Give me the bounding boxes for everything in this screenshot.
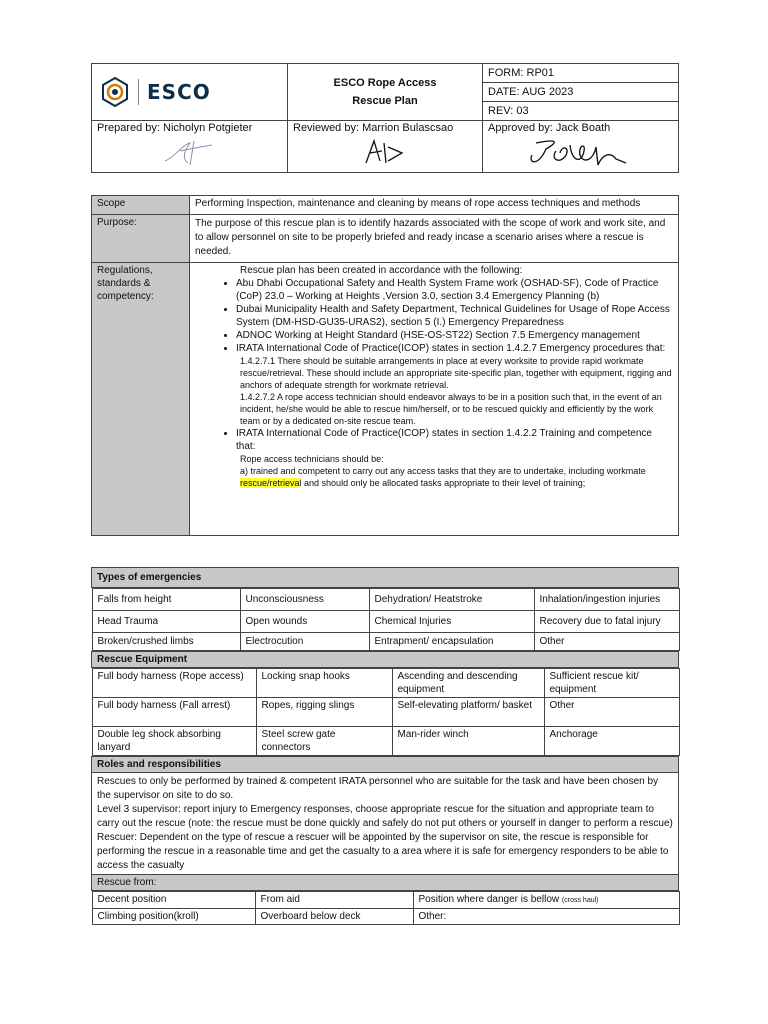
regulations-label: Regulations, standards & competency: <box>92 263 190 536</box>
emergency-cell: Inhalation/ingestion injuries <box>534 589 679 611</box>
equipment-cell: Ropes, rigging slings <box>256 698 392 727</box>
equipment-cell: Other <box>544 698 679 727</box>
rescue-from-cell: Other: <box>413 909 679 925</box>
emergency-cell: Electrocution <box>240 633 369 651</box>
emergency-cell: Recovery due to fatal injury <box>534 611 679 633</box>
regulation-item: • ADNOC Working at Height Standard (HSE-OS-ST22) Section 7.5 Emergency management <box>236 329 673 342</box>
equipment-cell: Full body harness (Fall arrest) <box>92 698 256 727</box>
purpose-label: Purpose: <box>92 215 190 263</box>
emergency-cell: Falls from height <box>92 589 240 611</box>
equipment-grid <box>92 668 680 756</box>
approved-signature-icon <box>526 137 636 171</box>
regulations-list <box>194 277 673 355</box>
form-number: FORM: RP01 <box>483 64 679 83</box>
scope-text: Performing Inspection, maintenance and cleaning by means of rope access techniques and methods <box>190 196 679 215</box>
scope-table <box>91 195 679 536</box>
form-revision: REV: 03 <box>483 102 679 121</box>
rescue-from-cell: Overboard below deck <box>255 909 413 925</box>
highlighted-text: rescue/retrieva <box>240 478 300 488</box>
emergency-cell: Open wounds <box>240 611 369 633</box>
regulation-item: • Abu Dhabi Occupational Safety and Health System Frame work (OSHAD-SF), Code of Practice (CoP) 23.0 – Working at Heights ,Version 3.0, section 3.4 Emergency Planning (b) <box>236 277 673 303</box>
purpose-text: The purpose of this rescue plan is to identify hazards associated with the scope of work and work site, and to allow personnel on site to be properly briefed and ready incase a scenario arises where a rescue is needed. <box>190 215 679 263</box>
reviewed-by-cell <box>288 121 483 173</box>
prepared-by-label: Prepared by: Nicholyn Potgieter <box>97 122 253 134</box>
reviewed-by-label: Reviewed by: Marrion Bulascsao <box>293 122 454 134</box>
emergency-table <box>91 567 679 925</box>
roles-paragraph: Rescuer: Dependent on the type of rescue a rescuer will be appointed by the supervisor on site, the rescue is responsible for performing the rescue in a reasonable time and get the casualty to a area where it is safe for emergency responders to be able to access the casualty <box>97 832 669 871</box>
roles-title: Roles and responsibilities <box>92 757 679 773</box>
prepared-signature-icon <box>160 137 220 167</box>
equipment-cell: Full body harness (Rope access) <box>92 669 256 698</box>
icop-note-3: Rope access technicians should be: <box>240 454 384 464</box>
regulation-item: • IRATA International Code of Practice(ICOP) states in section 1.4.2.7 Emergency procedures that: <box>236 342 673 355</box>
equipment-cell: Man-rider winch <box>392 727 544 756</box>
regulations-content <box>190 263 679 536</box>
prepared-by-cell <box>92 121 288 173</box>
emergency-cell: Dehydration/ Heatstroke <box>369 589 534 611</box>
icop-note-2: 1.4.2.7.2 A rope access technician should endeavor always to be in a position such that, in the event of an incident, he/she would be able to rescue him/herself, or to be rescued quickly and efficiently by the work team or by a dedicated on-site rescue team. <box>240 392 662 426</box>
roles-paragraph: Rescues to only be performed by trained & competent IRATA personnel who are suitable for the task and have been chosen by the supervisor on site to do so. <box>97 776 659 801</box>
equipment-cell: Anchorage <box>544 727 679 756</box>
emergency-cell: Head Trauma <box>92 611 240 633</box>
regulation-item: • IRATA International Code of Practice(ICOP) states in section 1.4.2.2 Training and competence that: <box>236 427 673 453</box>
reviewed-signature-icon <box>360 137 410 167</box>
rescue-from-cell: From aid <box>255 892 413 909</box>
equipment-title: Rescue Equipment <box>92 652 679 668</box>
equipment-cell: Locking snap hooks <box>256 669 392 698</box>
emergency-cell: Broken/crushed limbs <box>92 633 240 651</box>
emergency-cell: Chemical Injuries <box>369 611 534 633</box>
rescue-from-cell: Position where danger is bellow (cross haul) <box>413 892 679 909</box>
scope-label: Scope <box>92 196 190 215</box>
equipment-cell: Self-elevating platform/ basket <box>392 698 544 727</box>
emergencies-title: Types of emergencies <box>92 568 679 588</box>
regulations-intro: Rescue plan has been created in accordance with the following: <box>240 265 523 276</box>
icop-note-1: 1.4.2.7.1 There should be suitable arrangements in place at every worksite to provide rapid workmate rescue/retrieval. These should include an appropriate site-specific plan, together with equipment, rigging and anchors of adequate strength for workmate retrieval. <box>240 356 672 390</box>
regulation-item: • Dubai Municipality Health and Safety Department, Technical Guidelines for Usage of Rope Access System (DM-HSD-GU35-URAS2), section 5 (I.) Emergency Preparedness <box>236 303 673 329</box>
emergencies-grid <box>92 588 680 651</box>
emergency-cell: Other <box>534 633 679 651</box>
equipment-cell: Sufficient rescue kit/ equipment <box>544 669 679 698</box>
esco-logo <box>100 77 279 107</box>
roles-content <box>92 773 679 875</box>
approved-by-cell <box>483 121 679 173</box>
equipment-cell: Double leg shock absorbing lanyard <box>92 727 256 756</box>
emergency-cell: Unconsciousness <box>240 589 369 611</box>
rescue-from-grid <box>92 891 680 925</box>
esco-emblem-icon <box>100 77 130 107</box>
logo-cell <box>92 64 288 121</box>
icop-note-4: a) trained and competent to carry out any access tasks that they are to undertake, including workmate rescue/retrieval and should only be allocated tasks appropriate to their level of training; <box>240 466 646 488</box>
roles-paragraph: Level 3 supervisor: report injury to Emergency responses, choose appropriate rescue for the situation and appropriate team to carry out the rescue (note: the rescue must be done quickly and safely do not put others or yourself in danger to perform a rescue) <box>97 804 673 829</box>
rescue-from-cell: Climbing position(kroll) <box>92 909 255 925</box>
form-date: DATE: AUG 2023 <box>483 83 679 102</box>
emergency-cell: Entrapment/ encapsulation <box>369 633 534 651</box>
equipment-cell: Ascending and descending equipment <box>392 669 544 698</box>
approved-by-label: Approved by: Jack Boath <box>488 122 611 134</box>
rescue-from-cell: Decent position <box>92 892 255 909</box>
logo-text: ESCO <box>147 79 211 104</box>
equipment-cell: Steel screw gate connectors <box>256 727 392 756</box>
rescue-from-title: Rescue from: <box>92 875 679 891</box>
document-header <box>91 63 679 173</box>
document-title: ESCO Rope Access Rescue Plan <box>288 64 483 121</box>
